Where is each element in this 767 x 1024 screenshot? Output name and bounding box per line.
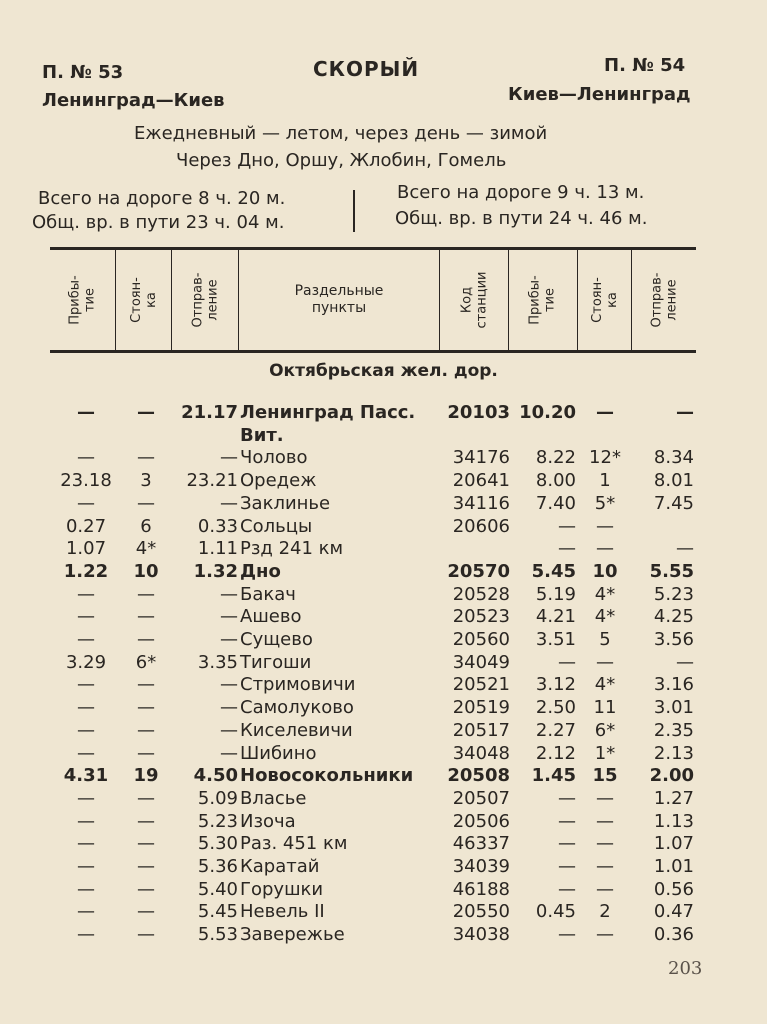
departure-2-cell: 3.01 [653,697,694,719]
station-code-cell: 34116 [452,492,510,514]
departure-1-cell: — [220,492,238,514]
station-name: Сольцы [240,515,313,537]
stop-1-cell: — [137,924,155,946]
stop-1-cell: 6* [135,651,157,673]
arrival-1-cell: 1.22 [63,560,109,582]
arrival-2-cell: 0.45 [535,901,576,923]
arrival-1-cell: 1.07 [65,538,107,560]
table-header [50,247,696,353]
col-departure-2-label: Отправ- ление [648,272,679,328]
departure-2-cell: 1.07 [653,833,694,855]
stop-2-cell: 4* [594,674,616,696]
station-name: Изоча [240,810,296,832]
table-row [0,652,767,674]
station-name: Власье [240,787,307,809]
col-arrival-1-label: Прибы- тие [67,275,98,325]
station-code-cell: 34038 [452,924,510,946]
table-row [0,584,767,606]
arrival-1-cell: 0.27 [65,515,107,537]
stop-1-cell: 4* [135,538,157,560]
arrival-2-cell: — [558,810,576,832]
col-departure-1-label: Отправ- ление [189,272,220,328]
station-name: Невель II [240,901,325,923]
arrival-2-cell: — [558,833,576,855]
stop-1-cell: — [137,810,155,832]
station-name: Ленинград Пасс. [240,402,416,423]
stop-2-cell: — [596,924,614,946]
stop-1-cell: — [137,719,155,741]
stop-2-cell: — [596,538,614,560]
stop-1-cell: — [137,674,155,696]
departure-1-cell: 0.33 [197,515,238,537]
arrival-1-cell: — [77,856,95,877]
departure-2-cell: 5.23 [653,583,694,605]
arrival-1-cell: — [77,878,95,900]
col-stop-1-label: Стоян- ка [128,277,159,323]
col-stop-2-label: Стоян- ка [589,277,620,323]
departure-1-cell: — [220,742,238,764]
stop-1-cell: — [137,492,155,514]
departure-1-cell: 5.53 [197,924,238,946]
table-row [0,561,767,583]
departure-1-cell: 5.36 [197,856,238,877]
table-row [0,788,767,810]
station-code-cell: 20506 [452,810,510,832]
arrival-2-cell: 2.50 [535,697,576,719]
departure-1-cell: — [220,606,238,628]
departure-2-cell: 8.34 [653,447,694,469]
stop-2-cell: 6* [594,719,616,741]
table-row [0,720,767,742]
stop-1-cell: — [137,878,155,900]
station-name: Каратай [240,856,320,877]
departure-2-cell: 1.27 [653,787,694,809]
arrival-1-cell: — [77,924,95,946]
arrival-1-cell: — [77,742,95,764]
arrival-2-cell: — [558,787,576,809]
station-name: Оредеж [240,470,317,492]
arrival-2-cell: — [558,878,576,900]
stop-1-cell: — [137,856,155,877]
stop-1-cell: — [137,583,155,605]
departure-2-cell: 0.56 [653,878,694,900]
arrival-2-cell: — [558,515,576,537]
departure-1-cell: — [220,629,238,650]
station-name: Рзд 241 км [240,538,344,560]
departure-1-cell: — [220,674,238,696]
arrival-2-cell: — [558,924,576,946]
arrival-1-cell: — [77,787,95,809]
col-station [239,250,439,350]
arrival-2-cell: 2.12 [535,742,576,764]
departure-1-cell: 3.35 [197,651,238,673]
departure-1-cell: 4.50 [193,765,238,787]
departure-1-cell: 1.32 [193,560,238,582]
table-row [0,493,767,515]
departure-2-cell: 3.16 [653,674,694,696]
departure-2-cell: 2.35 [653,719,694,741]
departure-1-cell: — [220,719,238,741]
table-row [0,697,767,719]
arrival-2-cell: 3.51 [535,629,576,650]
departure-1-cell: 5.23 [197,810,238,832]
stop-2-cell: 5 [599,629,611,650]
departure-1-cell: 1.11 [197,538,238,560]
station-code-cell: 34049 [452,651,510,673]
arrival-1-cell: — [77,583,95,605]
table-row [0,516,767,538]
station-name: Новосокольники [240,765,414,787]
col-departure-2 [632,250,696,350]
arrival-2-cell: 2.27 [535,719,576,741]
station-name: Вит. [240,424,284,446]
left-route: Ленинград—Киев [42,90,225,111]
station-code-cell: 34039 [452,856,510,877]
station-code-cell: 20560 [452,629,510,650]
departure-2-cell: — [676,538,694,560]
col-stop-2 [578,250,631,350]
station-name: Киселевичи [240,719,353,741]
departure-2-cell: — [676,402,694,423]
train-type-title: СКОРЫЙ [313,57,420,81]
arrival-1-cell: — [77,810,95,832]
arrival-2-cell: 5.45 [531,560,576,582]
table-row [0,674,767,696]
arrival-1-cell: — [77,606,95,628]
arrival-2-cell: 8.22 [535,447,576,469]
station-name: Чолово [240,447,308,469]
station-code-cell: 34176 [452,447,510,469]
departure-2-cell: 2.00 [649,765,694,787]
station-code-cell: 20517 [452,719,510,741]
departure-2-cell: — [676,651,694,673]
departure-1-cell: — [220,447,238,469]
arrival-2-cell: 8.00 [535,470,576,492]
station-code-cell: 20606 [452,515,510,537]
table-row [0,879,767,901]
stop-1-cell: — [137,402,155,423]
station-code-cell: 46337 [452,833,510,855]
stop-2-cell: — [596,515,614,537]
departure-2-cell: 1.01 [653,856,694,877]
table-row [0,606,767,628]
stop-2-cell: 4* [594,606,616,628]
station-code-cell: 20570 [447,560,510,582]
departure-2-cell: 7.45 [653,492,694,514]
stop-2-cell: 12* [589,447,621,469]
arrival-1-cell: 3.29 [65,651,107,673]
col-arrival-1 [50,250,115,350]
station-name: Заклинье [240,492,331,514]
stop-1-cell: 6 [140,515,152,537]
stop-2-cell: 1* [594,742,616,764]
table-row [0,402,767,424]
station-name: Горушки [240,878,324,900]
table-row [0,743,767,765]
departure-1-cell: 21.17 [181,402,238,423]
departure-2-cell: 0.47 [653,901,694,923]
departure-1-cell: 5.09 [197,787,238,809]
station-name: Бакач [240,583,296,605]
right-train-number: П. № 54 [604,55,686,76]
stop-1-cell: — [137,901,155,923]
stop-2-cell: 2 [599,901,611,923]
arrival-2-cell: — [558,651,576,673]
stop-2-cell: 15 [592,765,618,787]
via-note: Через Дно, Оршу, Жлобин, Гомель [176,150,507,171]
header-divider [353,190,355,232]
arrival-2-cell: 4.21 [535,606,576,628]
stop-2-cell: 5* [594,492,616,514]
stop-1-cell: — [137,742,155,764]
stop-1-cell: — [137,697,155,719]
table-row [0,833,767,855]
departure-1-cell: 23.21 [186,470,238,492]
arrival-1-cell: — [77,447,95,469]
station-code-cell: 20528 [452,583,510,605]
station-name: Стримовичи [240,674,356,696]
station-name: Дно [240,560,281,582]
station-name: Ашево [240,606,302,628]
stop-2-cell: — [596,856,614,877]
station-code-cell: 20519 [452,697,510,719]
arrival-2-cell: 5.19 [535,583,576,605]
arrival-2-cell: 7.40 [535,492,576,514]
arrival-1-cell: — [77,901,95,923]
arrival-2-cell: 3.12 [535,674,576,696]
arrival-2-cell: — [558,538,576,560]
table-row [0,629,767,651]
station-name: Завережье [240,924,345,946]
col-station-code [440,250,508,350]
station-code-cell: 20507 [452,787,510,809]
departure-1-cell: 5.40 [197,878,238,900]
stop-1-cell: 19 [133,765,159,787]
station-code-cell: 20508 [447,765,510,787]
station-name: Сущево [240,629,313,650]
arrival-1-cell: — [77,629,95,650]
table-row [0,811,767,833]
departure-2-cell: 1.13 [653,810,694,832]
left-general-time: Общ. вр. в пути 23 ч. 04 м. [32,212,285,233]
station-code-cell: 20641 [452,470,510,492]
arrival-1-cell: — [77,492,95,514]
stop-1-cell: 3 [140,470,152,492]
arrival-1-cell: — [77,697,95,719]
col-station-label: Раздельные пункты [294,283,384,316]
col-stop-1 [116,250,171,350]
arrival-1-cell: 23.18 [60,470,112,492]
table-row [0,425,767,447]
stop-1-cell: — [137,629,155,650]
stop-2-cell: — [596,833,614,855]
railway-section-title: Октябрьская жел. дор. [269,361,498,381]
col-arrival-2-label: Прибы- тие [527,275,558,325]
arrival-1-cell: — [77,833,95,855]
stop-2-cell: 1 [599,470,611,492]
table-row [0,856,767,878]
departure-2-cell: 5.55 [649,560,694,582]
station-code-cell: 20523 [452,606,510,628]
schedule-note: Ежедневный — летом, через день — зимой [134,123,548,144]
right-general-time: Общ. вр. в пути 24 ч. 46 м. [395,208,648,229]
departure-1-cell: — [220,583,238,605]
right-total-time: Всего на дороге 9 ч. 13 м. [397,182,645,203]
station-name: Раз. 451 км [240,833,348,855]
table-row [0,538,767,560]
station-code-cell: 46188 [452,878,510,900]
stop-2-cell: 11 [593,697,617,719]
stop-1-cell: — [137,833,155,855]
table-row [0,447,767,469]
stop-1-cell: — [137,606,155,628]
station-code-cell: 20103 [447,402,510,423]
col-arrival-2 [509,250,577,350]
station-name: Шибино [240,742,317,764]
table-row [0,924,767,946]
departure-1-cell: 5.45 [197,901,238,923]
col-departure-1 [172,250,238,350]
departure-2-cell: 4.25 [653,606,694,628]
stop-2-cell: — [596,810,614,832]
station-code-cell: 34048 [452,742,510,764]
station-code-cell: 20521 [452,674,510,696]
arrival-1-cell: — [77,402,95,423]
station-name: Тигоши [240,651,312,673]
stop-2-cell: 4* [594,583,616,605]
stop-2-cell: — [596,651,614,673]
left-total-time: Всего на дороге 8 ч. 20 м. [38,188,286,209]
departure-2-cell: 8.01 [653,470,694,492]
right-route: Киев—Ленинград [508,84,691,105]
departure-2-cell: 0.36 [653,924,694,946]
arrival-2-cell: — [558,856,576,877]
departure-1-cell: 5.30 [197,833,238,855]
col-station-code-label: Код станции [459,271,489,329]
departure-2-cell: 3.56 [653,629,694,650]
arrival-2-cell: 10.20 [519,402,576,423]
departure-1-cell: — [220,697,238,719]
station-name: Самолуково [240,697,354,719]
left-train-number: П. № 53 [42,62,124,83]
arrival-2-cell: 1.45 [531,765,576,787]
arrival-1-cell: 4.31 [63,765,109,787]
stop-1-cell: — [137,447,155,469]
stop-1-cell: — [137,787,155,809]
stop-1-cell: 10 [133,560,159,582]
stop-2-cell: — [596,787,614,809]
station-code-cell: 20550 [452,901,510,923]
stop-2-cell: 10 [592,560,618,582]
table-row [0,901,767,923]
arrival-1-cell: — [77,674,95,696]
table-row [0,470,767,492]
arrival-1-cell: — [77,719,95,741]
table-row [0,765,767,787]
stop-2-cell: — [596,878,614,900]
departure-2-cell: 2.13 [653,742,694,764]
stop-2-cell: — [596,402,614,423]
page-number: 203 [668,958,703,979]
